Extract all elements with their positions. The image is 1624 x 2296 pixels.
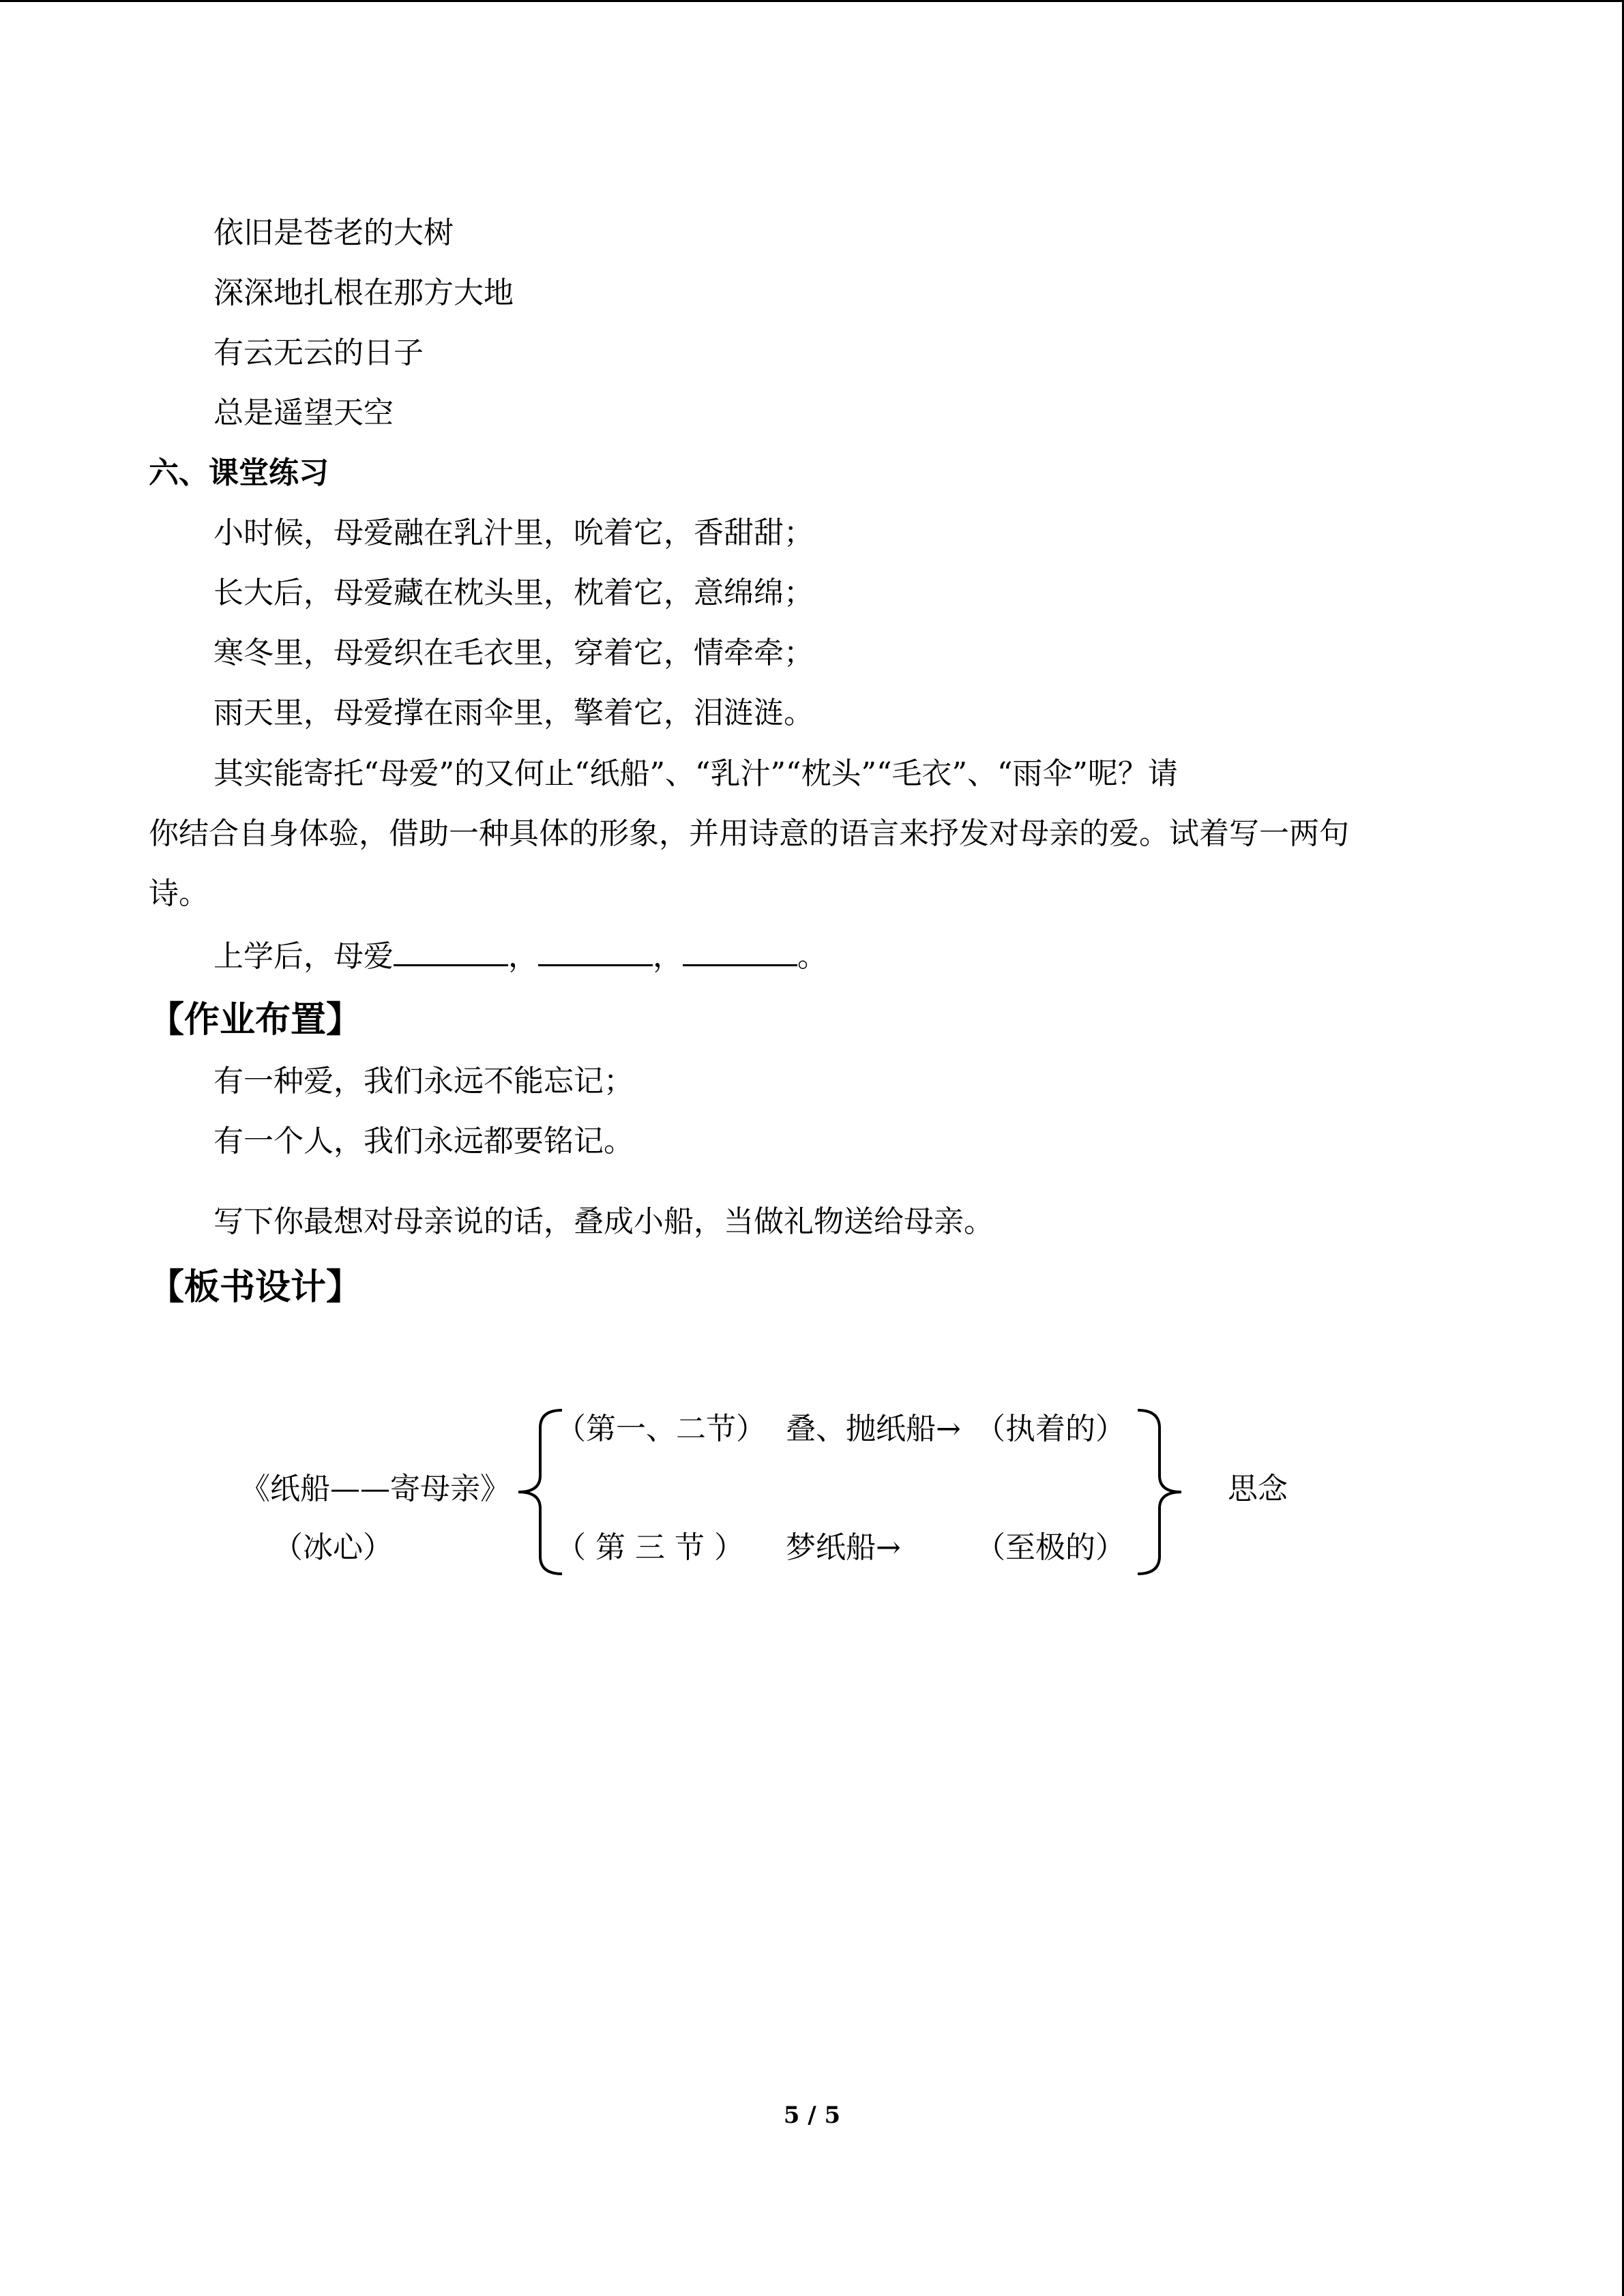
board-row2-section: （ 第 三 节 ）	[556, 1530, 744, 1565]
fill-separator-2: ，	[653, 939, 683, 974]
practice-question-line-2: 你结合自身体验，借助一种具体的形象，并用诗意的语言来抒发对母亲的爱。试着写一两句	[149, 816, 1349, 851]
practice-line-2: 长大后，母爱藏在枕头里，枕着它，意绵绵；	[213, 576, 814, 610]
fill-separator-1: ，	[508, 939, 538, 974]
practice-line-1: 小时候，母爱融在乳汁里，吮着它，香甜甜；	[213, 516, 814, 550]
fill-blank-1[interactable]	[394, 934, 508, 966]
homework-heading: 【作业布置】	[149, 1000, 362, 1041]
poem-line-4: 总是遥望天空	[213, 396, 394, 430]
board-row2-attr: （至极的）	[975, 1530, 1125, 1565]
fill-prefix: 上学后，母爱	[213, 939, 394, 974]
practice-line-3: 寒冬里，母爱织在毛衣里，穿着它，情牵牵；	[213, 636, 814, 670]
board-title: 《纸船——寄母亲》	[240, 1472, 510, 1506]
board-row2-action: 梦纸船→	[786, 1530, 901, 1565]
fill-blank-3[interactable]	[683, 934, 797, 966]
poem-line-2: 深深地扎根在那方大地	[213, 275, 514, 310]
fill-end: 。	[797, 939, 827, 974]
homework-line-1: 有一种爱，我们永远不能忘记；	[213, 1064, 634, 1099]
board-author: （冰心）	[273, 1530, 393, 1565]
page-number: 5 / 5	[783, 2102, 841, 2129]
poem-line-1: 依旧是苍老的大树	[213, 215, 454, 250]
board-conclusion: 思念	[1228, 1472, 1288, 1506]
practice-fill-line	[213, 934, 827, 977]
homework-line-2: 有一个人，我们永远都要铭记。	[213, 1124, 634, 1159]
fill-blank-2[interactable]	[538, 934, 653, 966]
board-row1-section: （第一、二节）	[556, 1412, 766, 1446]
board-row1-action: 叠、抛纸船→	[786, 1412, 961, 1446]
homework-line-3: 写下你最想对母亲说的话，叠成小船，当做礼物送给母亲。	[213, 1204, 994, 1239]
board-row1-attr: （执着的）	[975, 1412, 1125, 1446]
board-heading: 【板书设计】	[149, 1267, 362, 1308]
practice-question-line-1: 其实能寄托“母爱”的又何止“纸船”、“乳汁”“枕头”“毛衣”、“雨伞”呢？请	[213, 756, 1178, 791]
right-brace-icon	[1132, 1407, 1187, 1578]
practice-heading: 六、课堂练习	[149, 456, 329, 490]
practice-line-4: 雨天里，母爱撑在雨伞里，擎着它，泪涟涟。	[213, 696, 814, 730]
practice-question-line-3: 诗。	[149, 876, 209, 911]
poem-line-3: 有云无云的日子	[213, 336, 424, 370]
page-top-border	[0, 0, 1624, 2]
